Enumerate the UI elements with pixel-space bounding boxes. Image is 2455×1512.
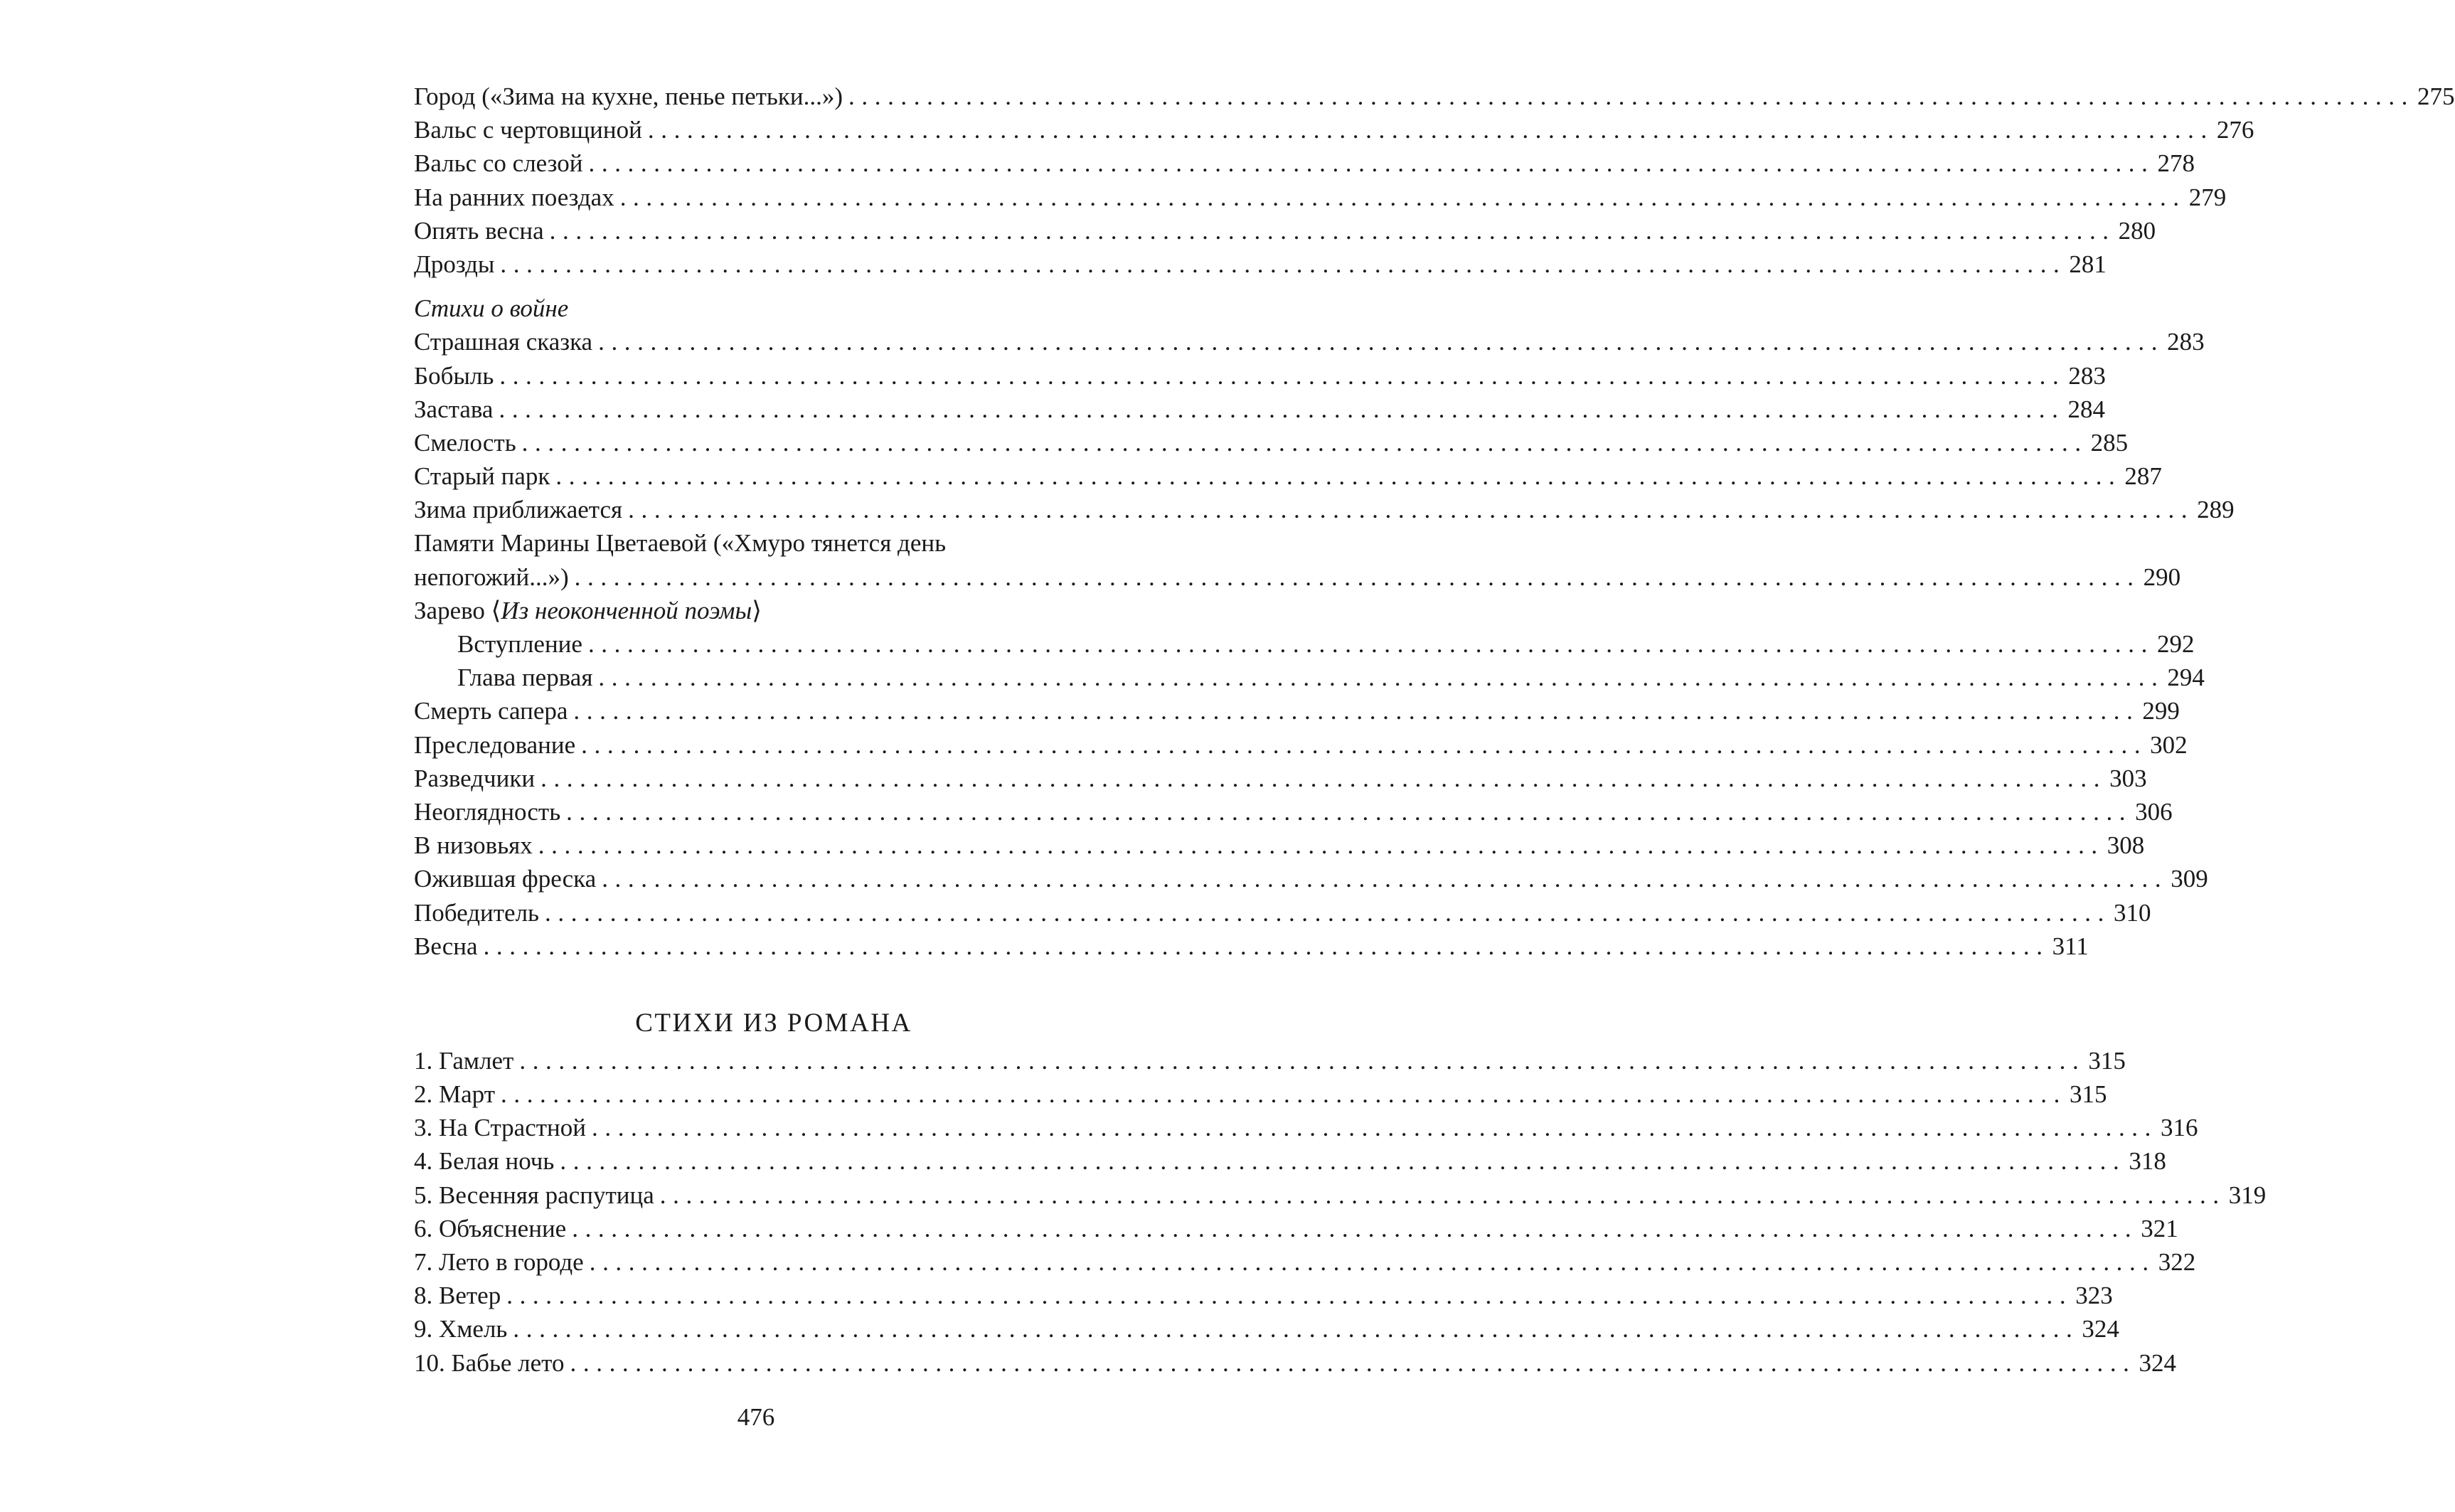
toc-entry-title: Победитель [414,898,539,927]
dot-leader: ........................................................................................................................ [647,116,2214,144]
toc-entry [414,829,2145,862]
toc-entry-page: 283 [2068,361,2106,390]
dot-leader: ........................................................................................................................ [572,1214,2139,1242]
toc-entry-title: Старый парк [414,462,550,491]
angle-bracket-open: ⟨ [491,596,501,624]
dot-leader: ........................................................................................................................ [540,764,2107,792]
toc-entry [414,1212,2178,1245]
toc-entry [414,247,2107,281]
dot-leader: ........................................................................................................................ [574,563,2141,591]
page-number: 476 [737,1403,775,1431]
toc-entry-page: 285 [2090,428,2129,457]
toc-entry-title: 6. Объяснение [414,1214,567,1242]
toc-entry-page: 302 [2150,730,2188,759]
toc-entry [414,694,2180,728]
dot-leader: ........................................................................................................................ [513,1315,2079,1343]
toc-entry-page: 321 [2141,1214,2178,1242]
toc-entry [414,1044,2126,1077]
toc-entry-page: 315 [2070,1080,2107,1109]
toc-entry-page: 290 [2143,563,2181,591]
toc-entry-page: 316 [2161,1114,2198,1142]
toc-entry-title: Зарево [414,596,491,624]
toc-entry-title: Смерть сапера [414,697,568,725]
toc-entry [414,762,2147,795]
toc-novel-group [414,1044,2267,1380]
toc-entry-line: Памяти Марины Цветаевой («Хмуро тянется день [414,529,947,558]
section-subheading: Стихи о войне [414,294,569,323]
dot-leader: ........................................................................................................................ [499,361,2066,390]
toc-entry [414,1077,2107,1111]
toc-entry [414,1144,2166,1178]
toc-entry [414,459,2162,493]
toc-entry [414,80,2455,113]
dot-leader: ........................................................................................................................ [483,932,2050,960]
dot-leader: ........................................................................................................................ [628,496,2195,524]
editorial-note: Из неоконченной поэмы [501,596,752,624]
toc-entry-title: Неоглядность [414,797,561,826]
toc-entry [414,1346,2177,1380]
toc-entry [414,1279,2113,1312]
dot-leader: ........................................................................................................................ [549,216,2116,245]
toc-entry-title: Весна [414,932,478,960]
toc-entry-page: 323 [2075,1282,2113,1310]
toc-entry-page: 279 [2188,183,2227,211]
dot-leader: ........................................................................................................................ [538,831,2104,860]
toc-entry-title: В низовьях [414,831,533,860]
toc-entry-page: 306 [2135,797,2173,826]
toc-subentry [414,661,2205,694]
toc-entry [414,1178,2267,1212]
toc-entry-title: 3. На Страстной [414,1114,586,1142]
toc-entry [414,181,2227,214]
toc-entry-page: 322 [2158,1248,2196,1276]
toc-entry-title: 8. Ветер [414,1282,501,1310]
dot-leader: ........................................................................................................................ [499,395,2065,423]
toc-group-1 [414,80,2455,281]
toc-entry-page: 319 [2228,1181,2267,1209]
dot-leader: ........................................................................................................................ [588,149,2155,178]
toc-entry-title: 1. Гамлет [414,1046,514,1075]
toc-entry-title: 4. Белая ночь [414,1147,555,1176]
dot-leader: ........................................................................................................................ [602,865,2168,893]
toc-entry-title: Глава первая [457,664,593,692]
dot-leader: ........................................................................................................................ [519,1046,2086,1075]
dot-leader: ........................................................................................................................ [501,1080,2067,1109]
table-of-contents [414,80,2455,1380]
toc-entry-page: 284 [2067,395,2105,423]
dot-leader: ........................................................................................................................ [506,1282,2073,1310]
toc-entry [414,325,2205,358]
toc-entry-title: Зима приближается [414,496,623,524]
dot-leader: ........................................................................................................................ [848,82,2415,110]
toc-entry-title: Вступление [457,630,582,658]
toc-entry [414,359,2106,393]
dot-leader: ........................................................................................................................ [500,250,2067,278]
dot-leader: ........................................................................................................................ [598,664,2165,692]
toc-entry-page: 287 [2124,462,2162,491]
toc-entry-page: 283 [2167,328,2205,356]
toc-entry-page: 315 [2088,1046,2126,1075]
toc-entry-page: 318 [2129,1147,2166,1176]
toc-entry [414,1312,2119,1346]
toc-entry [414,930,2089,963]
section-heading: СТИХИ ИЗ РОМАНА [635,1008,912,1038]
dot-leader: ........................................................................................................................ [545,898,2111,927]
toc-entry-title: Опять весна [414,216,544,245]
dot-leader: ........................................................................................................................ [581,730,2148,759]
toc-entry-page: 309 [2171,865,2208,893]
toc-entry [414,1111,2198,1144]
toc-entry-title: 7. Лето в городе [414,1248,584,1276]
toc-entry [414,113,2254,147]
dot-leader: ........................................................................................................................ [573,697,2140,725]
dot-leader: ........................................................................................................................ [619,183,2186,211]
toc-war-group [414,325,2235,963]
toc-entry [414,862,2208,895]
toc-entry-title: Преследование [414,730,576,759]
toc-entry-page: 324 [2139,1348,2177,1377]
toc-entry-title: Разведчики [414,764,536,792]
toc-entry-title: Смелость [414,428,516,457]
dot-leader: ........................................................................................................................ [598,328,2165,356]
toc-entry-page: 310 [2114,898,2151,927]
toc-entry-title: Страшная сказка [414,328,593,356]
toc-entry-title: 9. Хмель [414,1315,508,1343]
toc-entry-title: непогожий...») [414,563,569,591]
angle-bracket-close: ⟩ [752,596,762,624]
toc-entry-title: 2. Март [414,1080,495,1109]
toc-entry [414,896,2151,930]
toc-entry [414,1245,2196,1279]
toc-entry-title: Вальс с чертовщиной [414,116,642,144]
toc-entry [414,560,2181,594]
toc-entry-page: 278 [2157,149,2195,178]
dot-leader: ........................................................................................................................ [659,1181,2226,1209]
toc-entry-title: Застава [414,395,494,423]
toc-entry [414,493,2235,526]
toc-entry [414,728,2188,762]
toc-entry-page: 280 [2118,216,2156,245]
toc-entry-page: 276 [2216,116,2254,144]
toc-entry [414,426,2129,459]
toc-entry-page: 294 [2167,664,2205,692]
toc-entry-page: 275 [2417,82,2455,110]
toc-subentry [414,627,2195,661]
toc-entry-title: Вальс со слезой [414,149,583,178]
toc-entry [414,795,2173,829]
toc-entry [414,393,2105,426]
toc-entry-title: На ранних поездах [414,183,614,211]
toc-entry-page: 308 [2107,831,2145,860]
dot-leader: ........................................................................................................................ [589,1248,2156,1276]
toc-entry [414,214,2156,247]
dot-leader: ........................................................................................................................ [566,797,2133,826]
toc-entry-title: Ожившая фреска [414,865,597,893]
toc-entry-heading [414,594,1134,627]
toc-entry-title: Бобыль [414,361,494,390]
dot-leader: ........................................................................................................................ [555,462,2122,491]
toc-entry-title: 10. Бабье лето [414,1348,565,1377]
toc-entry-page: 311 [2052,932,2089,960]
dot-leader: ........................................................................................................................ [587,630,2154,658]
dot-leader: ........................................................................................................................ [560,1147,2126,1176]
toc-entry-page: 289 [2197,496,2235,524]
toc-entry-page: 281 [2069,250,2107,278]
toc-entry-title: Дрозды [414,250,495,278]
toc-entry-page: 303 [2109,764,2147,792]
toc-entry-page: 324 [2082,1315,2119,1343]
dot-leader: ........................................................................................................................ [521,428,2088,457]
toc-entry [414,147,2195,180]
toc-entry-page: 292 [2156,630,2195,658]
dot-leader: ........................................................................................................................ [570,1348,2136,1377]
toc-entry-page: 299 [2142,697,2180,725]
toc-entry-title: Город («Зима на кухне, пенье петьки...») [414,82,843,110]
toc-entry-title: 5. Весенняя распутица [414,1181,654,1209]
dot-leader: ........................................................................................................................ [592,1114,2158,1142]
